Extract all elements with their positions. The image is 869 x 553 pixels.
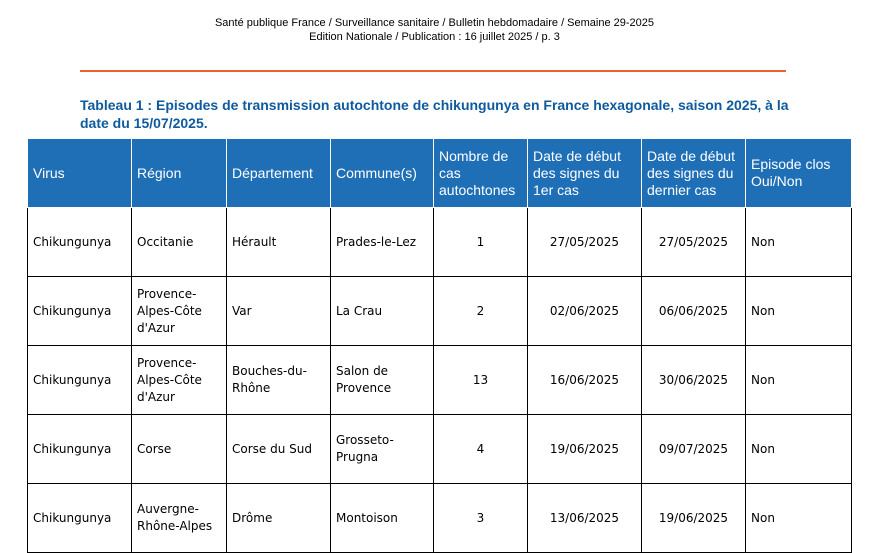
column-header-departement: Département (227, 139, 331, 208)
cell-departement: Bouches-du-Rhône (227, 346, 331, 415)
cell-departement: Hérault (227, 208, 331, 277)
column-header-nombre-cas: Nombre de cas autochtones (434, 139, 528, 208)
cell-episode-clos: Non (746, 208, 852, 277)
cell-date-premier-cas: 16/06/2025 (528, 346, 642, 415)
cell-region: Provence-Alpes-Côte d'Azur (132, 277, 227, 346)
cell-date-dernier-cas: 06/06/2025 (642, 277, 746, 346)
cell-episode-clos: Non (746, 484, 852, 553)
cell-virus: Chikungunya (28, 484, 132, 553)
column-header-virus: Virus (28, 139, 132, 208)
cell-region: Provence-Alpes-Côte d'Azur (132, 346, 227, 415)
cell-departement: Corse du Sud (227, 415, 331, 484)
cell-virus: Chikungunya (28, 208, 132, 277)
column-header-date-premier-cas: Date de début des signes du 1er cas (528, 139, 642, 208)
header-line-1: Santé publique France / Surveillance sanitaire / Bulletin hebdomadaire / Semaine 29-2025 (214, 17, 655, 29)
cell-date-premier-cas: 27/05/2025 (528, 208, 642, 277)
cell-region: Corse (132, 415, 227, 484)
chikungunya-episodes-table (27, 138, 852, 553)
cell-date-dernier-cas: 27/05/2025 (642, 208, 746, 277)
cell-date-dernier-cas: 19/06/2025 (642, 484, 746, 553)
cell-episode-clos: Non (746, 346, 852, 415)
cell-communes: Prades-le-Lez (331, 208, 434, 277)
table-row (28, 277, 852, 346)
cell-date-dernier-cas: 09/07/2025 (642, 415, 746, 484)
column-header-communes: Commune(s) (331, 139, 434, 208)
cell-date-premier-cas: 19/06/2025 (528, 415, 642, 484)
cell-region: Auvergne-Rhône-Alpes (132, 484, 227, 553)
table-row (28, 484, 852, 553)
document-header (0, 16, 869, 44)
table-row (28, 346, 852, 415)
cell-communes: La Crau (331, 277, 434, 346)
header-divider (80, 70, 786, 72)
cell-virus: Chikungunya (28, 415, 132, 484)
cell-departement: Drôme (227, 484, 331, 553)
table-row (28, 415, 852, 484)
column-header-episode-clos: Episode clos Oui/Non (746, 139, 852, 208)
cell-departement: Var (227, 277, 331, 346)
table-caption: Tableau 1 : Episodes de transmission autochtone de chikungunya en France hexagonale, saison 2025, à la date du 15/07/2025. (80, 97, 789, 131)
cell-nombre-cas: 2 (434, 277, 528, 346)
table-header-row (28, 139, 852, 208)
cell-date-dernier-cas: 30/06/2025 (642, 346, 746, 415)
cell-nombre-cas: 4 (434, 415, 528, 484)
cell-nombre-cas: 13 (434, 346, 528, 415)
cell-date-premier-cas: 13/06/2025 (528, 484, 642, 553)
cell-virus: Chikungunya (28, 346, 132, 415)
table-row (28, 208, 852, 277)
cell-nombre-cas: 3 (434, 484, 528, 553)
cell-virus: Chikungunya (28, 277, 132, 346)
cell-date-premier-cas: 02/06/2025 (528, 277, 642, 346)
cell-communes: Montoison (331, 484, 434, 553)
column-header-region: Région (132, 139, 227, 208)
cell-episode-clos: Non (746, 277, 852, 346)
cell-communes: Salon de Provence (331, 346, 434, 415)
cell-communes: Grosseto-Prugna (331, 415, 434, 484)
cell-region: Occitanie (132, 208, 227, 277)
header-line-2: Edition Nationale / Publication : 16 juillet 2025 / p. 3 (309, 31, 560, 43)
cell-episode-clos: Non (746, 415, 852, 484)
column-header-date-dernier-cas: Date de début des signes du dernier cas (642, 139, 746, 208)
cell-nombre-cas: 1 (434, 208, 528, 277)
